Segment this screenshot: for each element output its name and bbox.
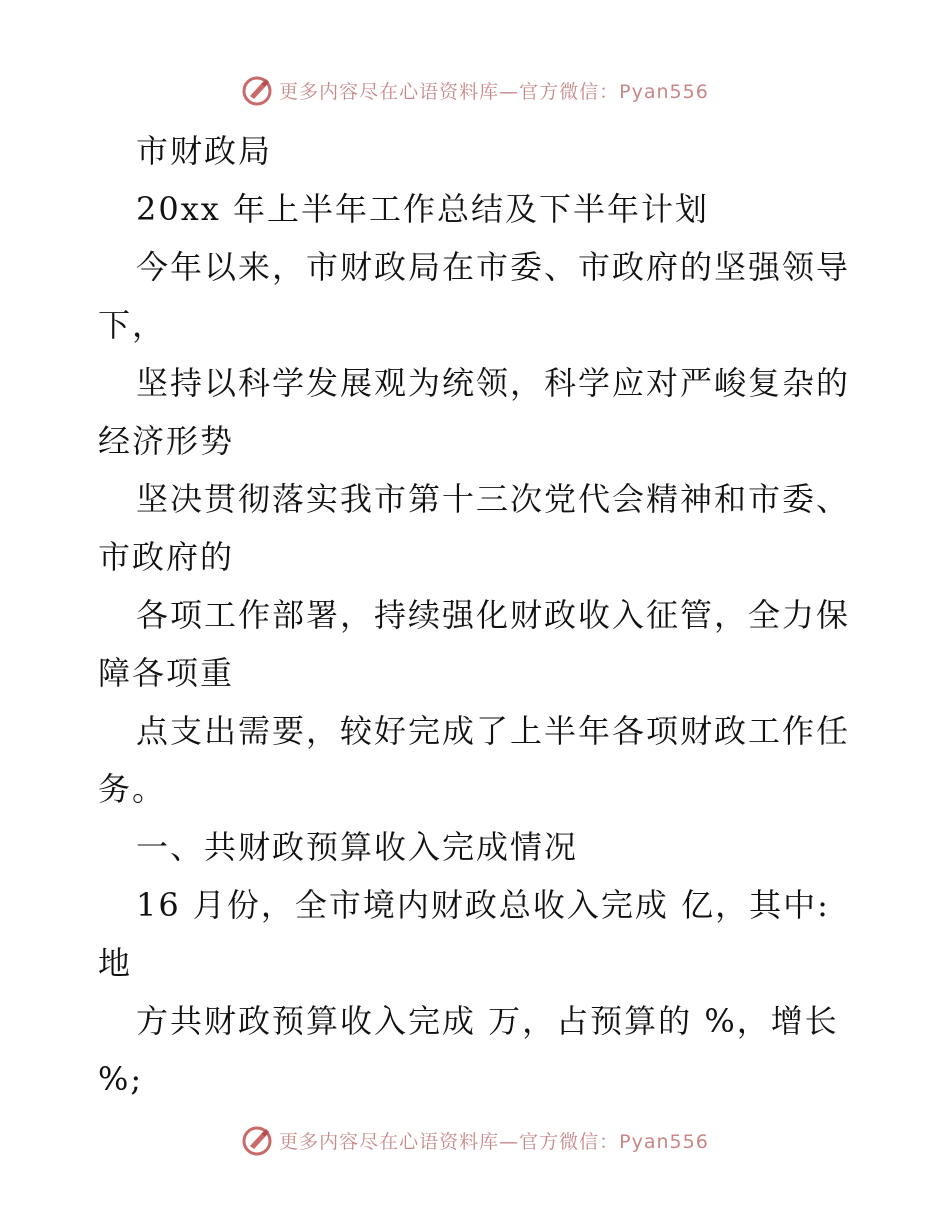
document-line: 坚持以科学发展观为统领，科学应对严峻复杂的 [136, 364, 851, 402]
document-body [98, 122, 858, 1108]
watermark-text: 更多内容尽在心语资料库—官方微信：Pyan556 [279, 80, 709, 103]
document-line: 坚决贯彻落实我市第十三次党代会精神和市委、 [136, 480, 851, 518]
document-line: 点支出需要，较好完成了上半年各项财政工作任 [136, 712, 851, 750]
document-line: %; [98, 1060, 144, 1098]
document-line: 市财政局 [136, 132, 273, 170]
document-line: 16 月份，全市境内财政总收入完成 亿，其中: [136, 886, 830, 924]
pen-logo-icon [241, 1124, 273, 1156]
document-line: 地 [98, 944, 133, 982]
watermark-text: 更多内容尽在心语资料库—官方微信：Pyan556 [279, 1130, 709, 1153]
document-line: 各项工作部署，持续强化财政收入征管，全力保 [136, 596, 851, 634]
document-line: 务。 [98, 770, 167, 808]
document-line: 障各项重 [98, 654, 235, 692]
document-line: 市政府的 [98, 538, 235, 576]
document-line: 20xx 年上半年工作总结及下半年计划 [136, 190, 709, 228]
document-line: 经济形势 [98, 422, 235, 460]
pen-logo-icon [241, 74, 273, 106]
watermark-header [0, 70, 950, 110]
document-line: 方共财政预算收入完成 万，占预算的 %，增长 [136, 1002, 839, 1040]
document-line: 一、共财政预算收入完成情况 [136, 828, 579, 866]
document-line: 今年以来，市财政局在市委、市政府的坚强领导 [136, 248, 851, 286]
document-line: 下， [98, 306, 167, 344]
watermark-footer [0, 1120, 950, 1160]
